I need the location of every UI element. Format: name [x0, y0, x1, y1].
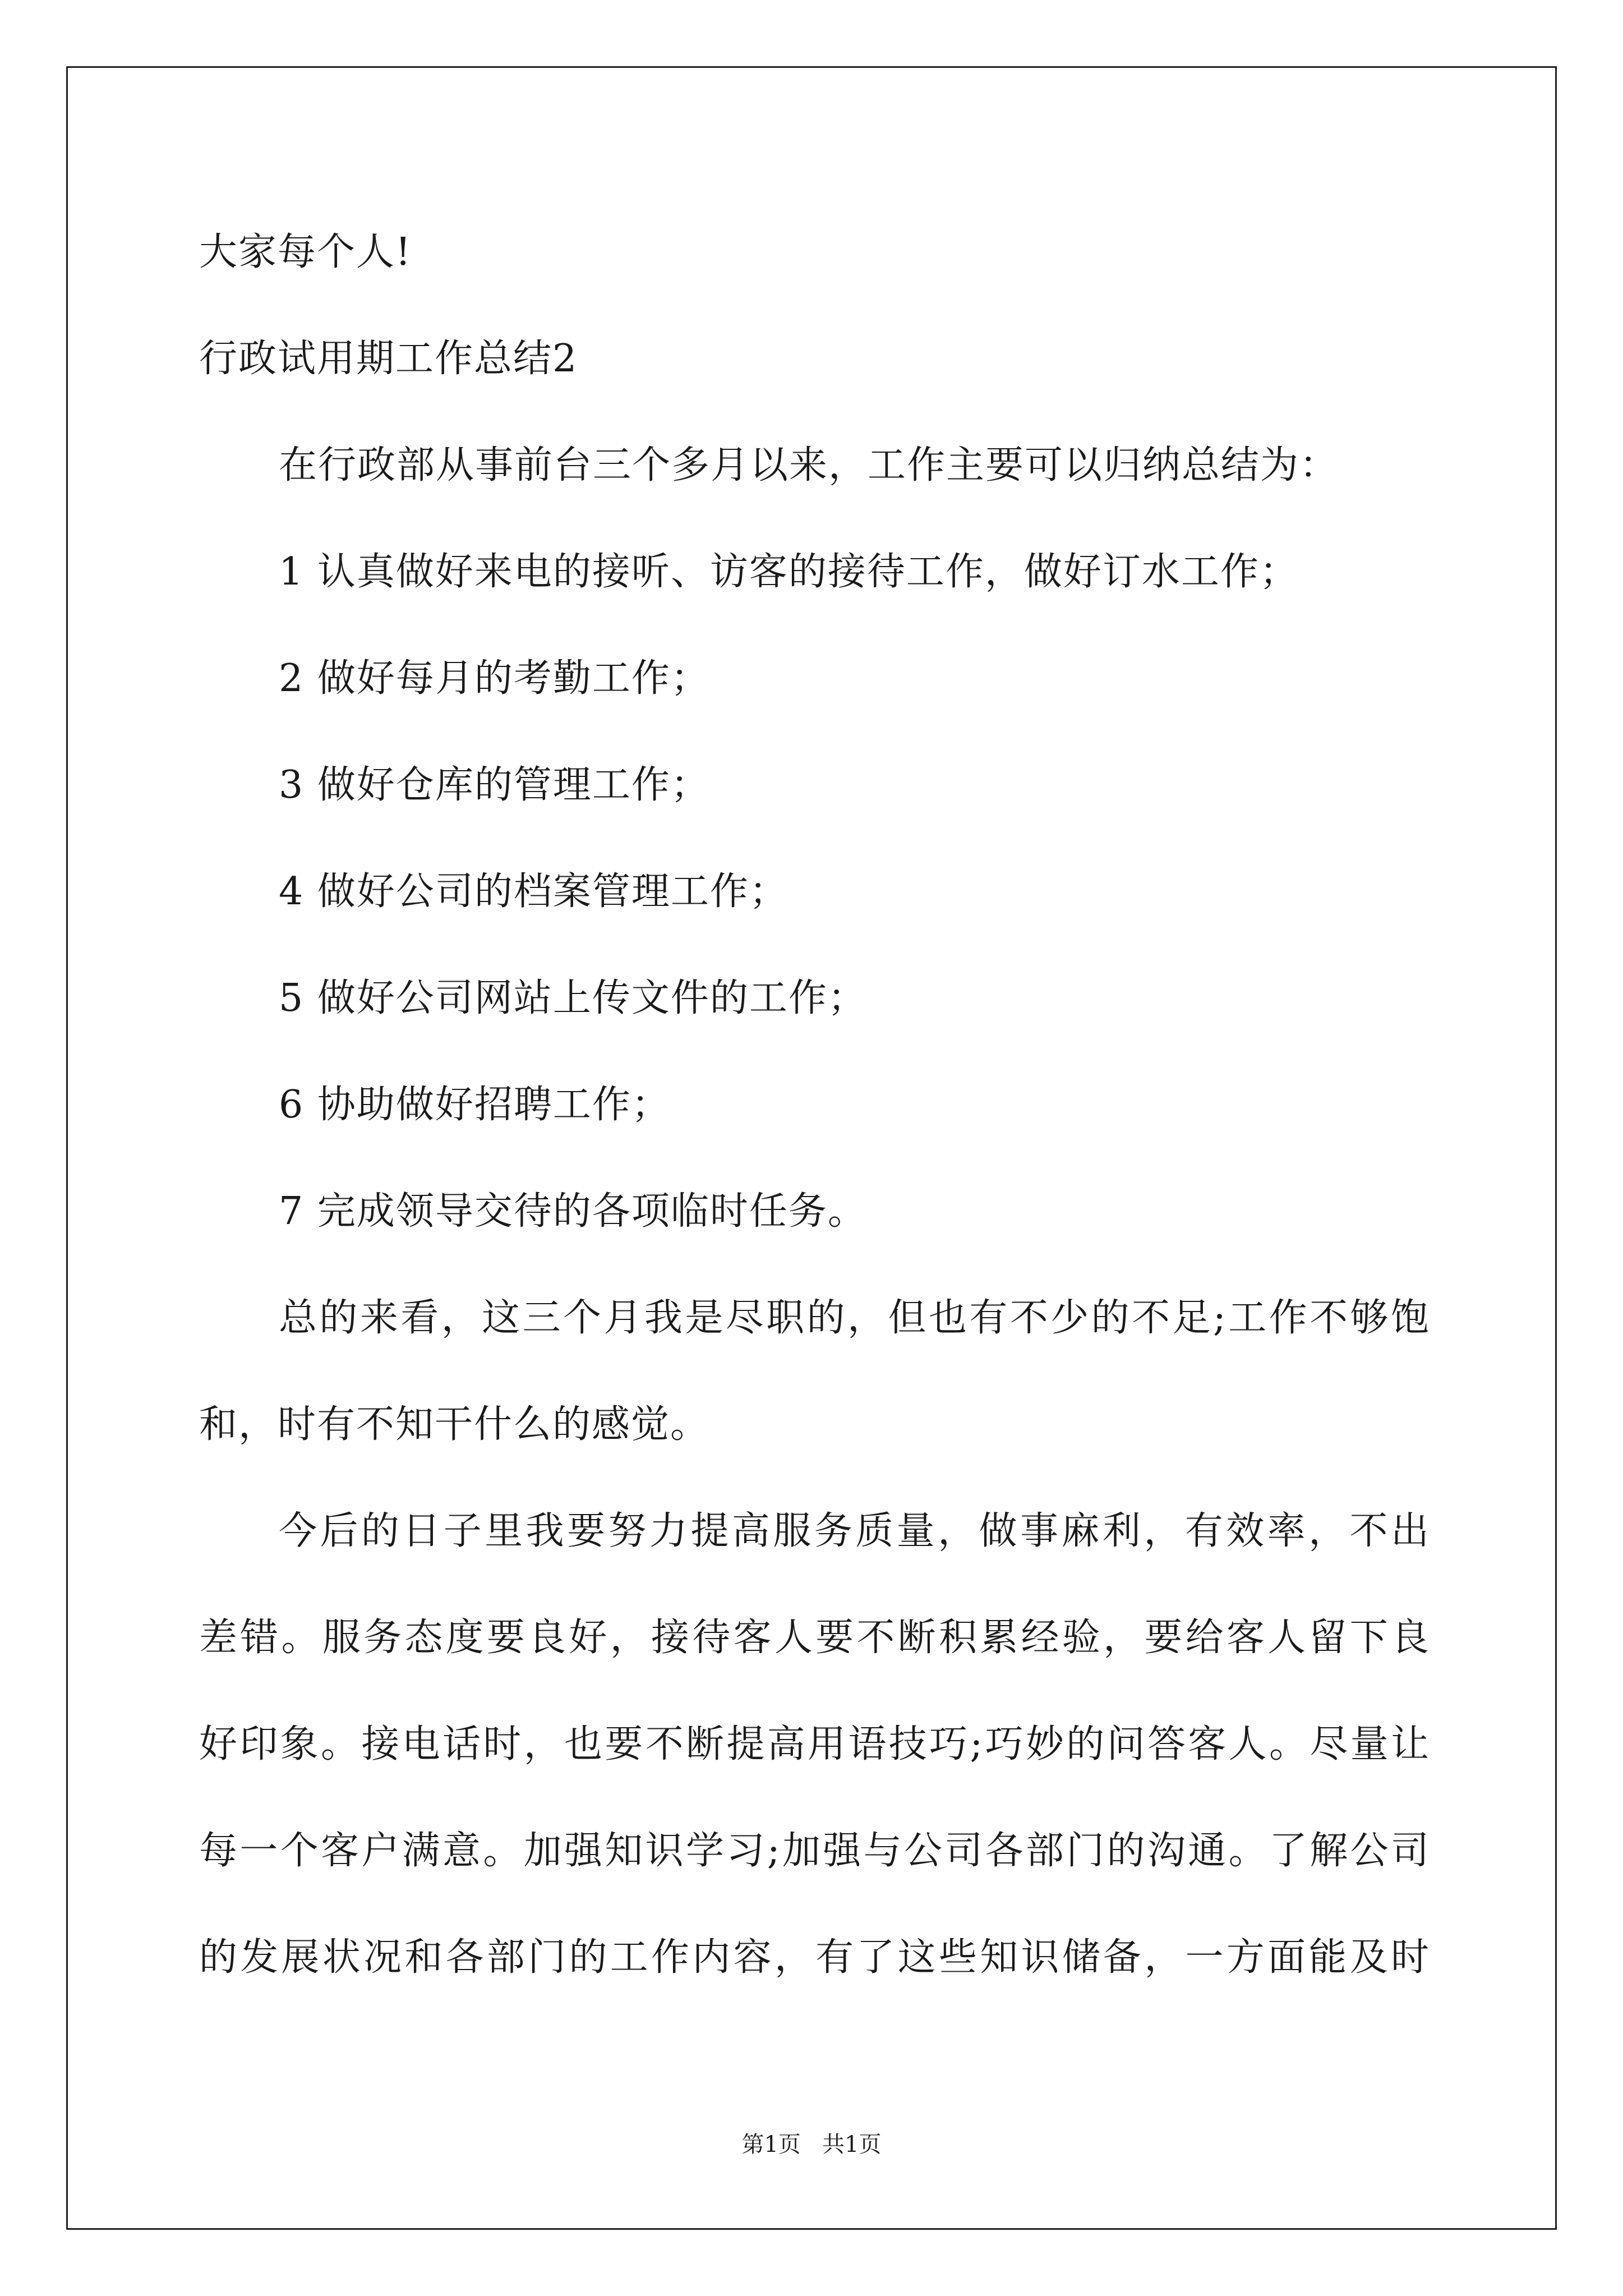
plan-paragraph-line-1: 今后的日子里我要努力提高服务质量，做事麻利，有效率，不出 — [279, 1509, 1430, 1553]
plan-paragraph-line-5: 的发展状况和各部门的工作内容，有了这些知识储备，一方面能及时 — [199, 1935, 1430, 1980]
list-item-4: 4 做好公司的档案管理工作； — [279, 869, 789, 914]
list-item-6: 6 协助做好招聘工作； — [279, 1083, 671, 1127]
section-title: 行政试用期工作总结2 — [199, 337, 578, 381]
list-item-3: 3 做好仓库的管理工作； — [279, 763, 710, 807]
summary-paragraph-line-1: 总的来看，这三个月我是尽职的，但也有不少的不足;工作不够饱 — [279, 1296, 1430, 1340]
page-footer: 第1页 共1页 — [741, 2132, 882, 2157]
summary-paragraph-line-2: 和，时有不知干什么的感觉。 — [199, 1402, 710, 1447]
plan-paragraph-line-2: 差错。服务态度要良好，接待客人要不断积累经验，要给客人留下良 — [199, 1616, 1430, 1660]
list-item-5: 5 做好公司网站上传文件的工作； — [279, 976, 867, 1020]
plan-paragraph-line-4: 每一个客户满意。加强知识学习;加强与公司各部门的沟通。了解公司 — [199, 1829, 1430, 1873]
plan-paragraph-line-3: 好印象。接电话时，也要不断提高用语技巧;巧妙的问答客人。尽量让 — [199, 1722, 1430, 1766]
list-item-2: 2 做好每月的考勤工作； — [279, 656, 710, 701]
intro-paragraph: 在行政部从事前台三个多月以来，工作主要可以归纳总结为： — [279, 443, 1339, 487]
list-item-7: 7 完成领导交待的各项临时任务。 — [279, 1189, 867, 1234]
greeting-line: 大家每个人! — [199, 230, 412, 274]
page-border — [66, 66, 1557, 2230]
list-item-1: 1 认真做好来电的接听、访客的接待工作，做好订水工作； — [279, 550, 1299, 594]
